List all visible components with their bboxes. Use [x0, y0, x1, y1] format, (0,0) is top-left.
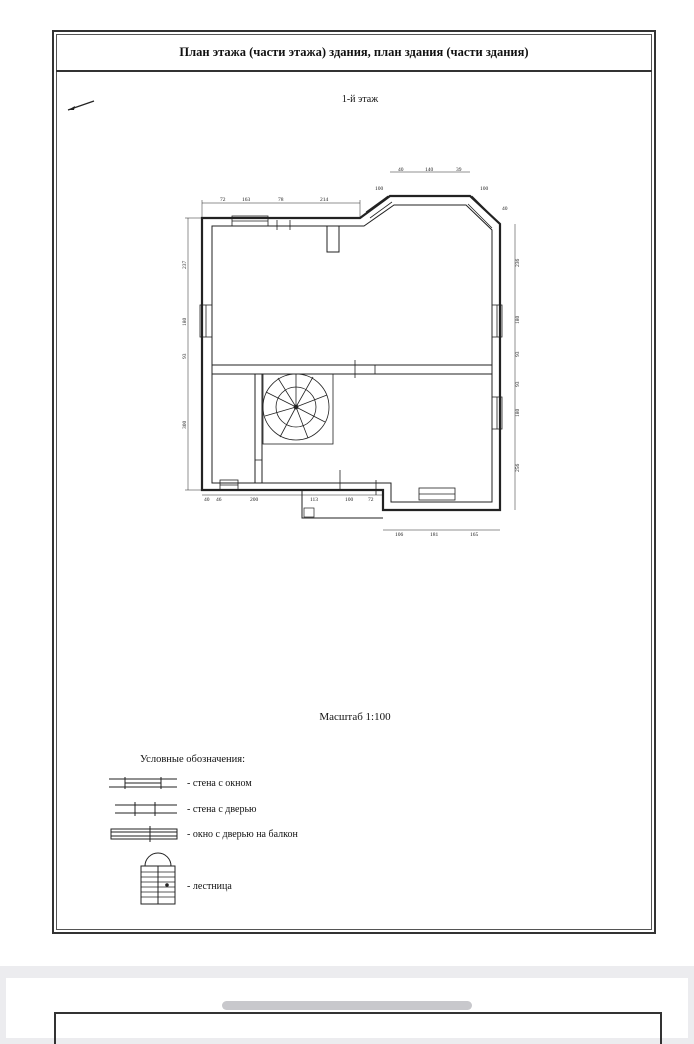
spiral-staircase	[263, 374, 333, 444]
dim-left-180: 180	[182, 317, 188, 326]
dim-left-237: 237	[182, 260, 188, 269]
outer-frame	[54, 1012, 662, 1044]
dim-top-140: 140	[425, 167, 434, 173]
dim-bottom-106: 106	[395, 532, 404, 538]
dim-left-300: 300	[182, 420, 188, 429]
window-marks	[200, 196, 502, 500]
legend-label: - лестница	[187, 880, 232, 892]
window-with-balcony-door-icon	[105, 826, 181, 842]
floor-plan-drawing	[180, 160, 520, 555]
dim-top-40: 40	[398, 167, 404, 173]
outer-wall	[202, 196, 500, 510]
dim-top-100: 100	[375, 186, 384, 192]
chimney	[327, 226, 339, 252]
dim-bottom-113: 113	[310, 497, 319, 503]
dim-bottom-40: 40	[204, 497, 210, 503]
dim-top-100b: 100	[480, 186, 489, 192]
staircase-icon	[105, 852, 181, 906]
legend-label: - стена с окном	[187, 777, 252, 789]
dim-bottom-165: 165	[470, 532, 479, 538]
dim-right-256: 256	[515, 463, 521, 472]
dim-top-72: 72	[220, 197, 226, 203]
inner-wall-line	[212, 205, 492, 502]
dim-top-39: 39	[456, 167, 462, 173]
dim-right-236: 236	[515, 258, 521, 267]
legend-item-balcony-door	[105, 826, 298, 842]
partition-wall	[255, 374, 262, 483]
north-arrow-icon	[66, 98, 96, 117]
dim-top-40b: 40	[502, 206, 508, 212]
dim-bottom-200: 200	[250, 497, 259, 503]
document-title: План этажа (части этажа) здания, план здания (части здания)	[56, 34, 652, 72]
legend-label: - стена с дверью	[187, 803, 257, 815]
dim-bottom-46: 46	[216, 497, 222, 503]
legend-item-wall-window	[105, 776, 252, 790]
dim-right-93: 93	[515, 351, 521, 357]
wall-with-window-icon	[105, 776, 181, 790]
door-marks	[255, 220, 376, 495]
legend-item-wall-door	[105, 801, 257, 817]
partition-wall	[212, 365, 492, 374]
dim-top-78: 78	[278, 197, 284, 203]
dim-left-93: 93	[182, 353, 188, 359]
dim-bottom-181: 181	[430, 532, 439, 538]
dim-top-214: 214	[320, 197, 329, 203]
scale-label: Масштаб 1:100	[319, 711, 391, 723]
legend-title: Условные обозначения:	[140, 754, 246, 765]
legend-item-staircase	[105, 852, 232, 906]
floor-label: 1-й этаж	[341, 94, 379, 105]
wall-with-door-icon	[105, 801, 181, 817]
dim-right-180: 180	[515, 315, 521, 324]
legend-label: - окно с дверью на балкон	[187, 828, 298, 840]
dim-bottom-100: 100	[345, 497, 354, 503]
dim-bottom-72: 72	[368, 497, 374, 503]
dim-right-180b: 180	[515, 408, 521, 417]
horizontal-scrollbar[interactable]	[222, 1001, 472, 1010]
dim-right-93b: 93	[515, 381, 521, 387]
dim-top-163: 163	[242, 197, 251, 203]
